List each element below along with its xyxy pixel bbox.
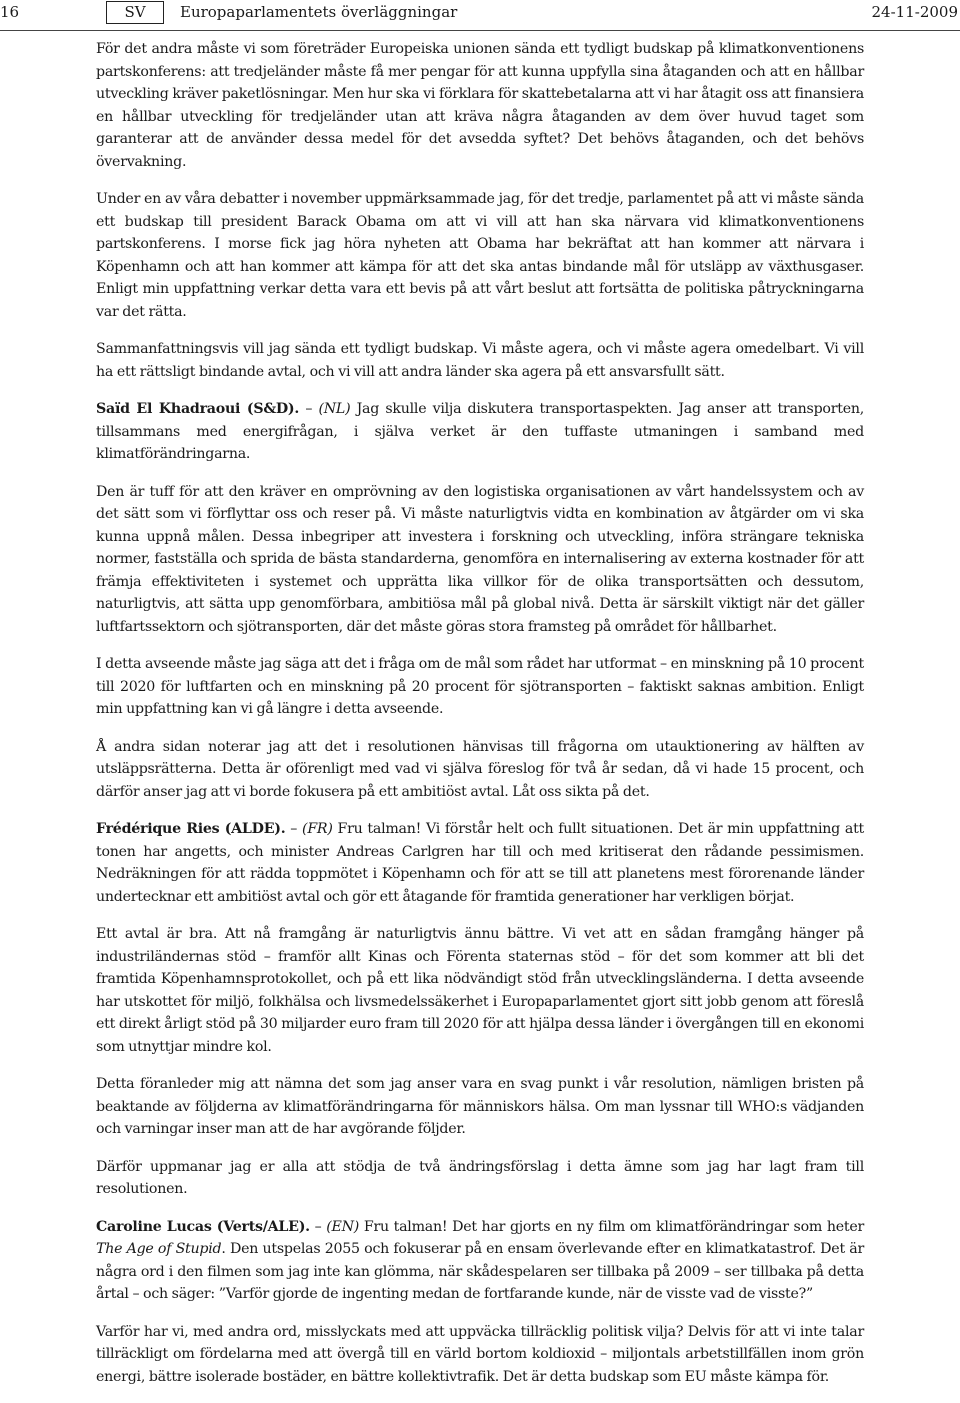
paragraph-text: Detta föranleder mig att nämna det som jag anser vara en svag punkt i vår resolution, nämligen bristen på beaktande av följderna av klimatförändringarna för människors hälsa. Om man lyssnar till WHO:s vädjanden och varningar inser man att de har avgörande följder. — [96, 1076, 864, 1137]
paragraph-text: I detta avseende måste jag säga att det i fråga om de mål som rådet har utformat – en minskning på 10 procent till 2020 för luftfarten och en minskning på 20 procent för sjötransporten – faktiskt saknas ambition. Enligt min uppfattning kan vi gå längre i detta avseende. — [96, 656, 864, 717]
language-tag: (FR) — [302, 821, 333, 837]
paragraph-text: Varför har vi, med andra ord, misslyckats med att uppväcka tillräcklig politisk vilja? Delvis för att vi inte talar tillräckligt om fördelarna med att övergå till en värld bortom koldioxid – miljontals arbetstillfällen inom grön energi, bättre isolerade bostäder, en bättre kollektivtrafik. Det är detta budskap som EU måste kämpa för. — [96, 1323, 864, 1385]
paragraph — [96, 1156, 864, 1201]
paragraph — [96, 38, 864, 173]
paragraph-text: Jag skulle vilja diskutera transportaspekten. Jag anser att transporten, tillsammans med energifrågan, i själva verket är den tuffaste utmaningen i samband med klimatförändringarna. — [96, 401, 864, 462]
paragraph-text: Fru talman! Det har gjorts en ny film om klimatförändringar som heter — [359, 1218, 865, 1235]
paragraph-text: Å andra sidan noterar jag att det i resolutionen hänvisas till frågorna om utauktionering av hälften av utsläppsrätterna. Detta är oförenligt med vad vi själva föreslog för två år sedan, då vi hade 15 procent, och därför anser jag att vi borde fokusera på ett ambitiöst avtal. Låt oss sikta på det. — [96, 738, 864, 800]
speaker-paragraph — [96, 818, 864, 908]
paragraph — [96, 653, 864, 721]
speaker-dash: – — [299, 401, 319, 417]
speaker-name: Saïd El Khadraoui (S&D). — [96, 401, 300, 417]
paragraph-text-continued: . Den utspelas 2055 och fokuserar på en ensam överlevande efter en klimatkatastrof. Det är några ord i den filmen som jag inte kan glömma, när skådespelaren ser tillbaka på 2009 – ser tillbaka på detta årtal – och säger: ”Varför gjorde de ingenting medan de fortfarande kunde, när de visste vad de visste?” — [96, 1241, 865, 1302]
paragraph — [96, 188, 864, 323]
document-date: 24-11-2009 — [871, 3, 958, 21]
language-badge: SV — [106, 1, 164, 24]
film-title: The Age of Stupid — [96, 1241, 222, 1257]
paragraph — [96, 1073, 864, 1141]
page-header — [0, 0, 960, 26]
paragraph-text: Sammanfattningsvis vill jag sända ett tydligt budskap. Vi måste agera, och vi måste agera omedelbart. Vi vill ha ett rättsligt bindande avtal, och vi vill att andra länder ska agera på ett ansvarsfullt sätt. — [96, 341, 864, 380]
paragraph-text: Ett avtal är bra. Att nå framgång är naturligtvis ännu bättre. Vi vet att en sådan framgång hänger på industriländernas stöd – framför allt Kinas och Förenta staternas stöd – för det som kommer att bli det framtida Köpenhamnsprotokollet, och på ett lika nödvändigt stöd från utvecklingsländerna. I detta avseende har utskottet för miljö, folkhälsa och livsmedelssäkerhet i Europaparlamentet gjort sitt jobb genom att föreslå ett direkt årligt stöd på 30 miljarder euro fram till 2020 för att hjälpa dessa länder i övergången till en ekonomi som utnyttjar mindre kol. — [96, 926, 864, 1055]
debate-body — [96, 38, 864, 1403]
speaker-paragraph — [96, 398, 864, 466]
speaker-name: Caroline Lucas (Verts/ALE). — [96, 1218, 310, 1235]
paragraph — [96, 923, 864, 1058]
document-title: Europaparlamentets överläggningar — [180, 3, 458, 21]
paragraph — [96, 481, 864, 639]
paragraph-text: Fru talman! Vi förstår helt och fullt situationen. Det är min uppfattning att tonen har angetts, och minister Andreas Carlgren har till och med kritiserat den rådande pessimismen. Nedräkningen för att rädda toppmötet i Köpenhamn och för att se till att planetens mest förorenande länder undertecknar ett ambitiöst avtal och gör ett åtagande för framtida generationer har verkligen börjat. — [96, 821, 864, 905]
speaker-dash: – — [309, 1218, 327, 1235]
speaker-paragraph — [96, 1216, 864, 1306]
language-tag: (NL) — [318, 401, 351, 417]
speaker-name: Frédérique Ries (ALDE). — [96, 821, 286, 837]
language-tag: (EN) — [326, 1218, 360, 1235]
header-divider — [0, 30, 960, 31]
paragraph — [96, 338, 864, 383]
page-number: 16 — [0, 3, 20, 21]
paragraph — [96, 736, 864, 804]
paragraph — [96, 1321, 864, 1389]
speaker-dash: – — [285, 821, 303, 837]
paragraph-text: Den är tuff för att den kräver en omprövning av den logistiska organisationen av vårt handelssystem och av det sätt som vi förflyttar oss och reser på. Vi måste naturligtvis vidta en kombination av åtgärder om vi ska kunna uppnå målen. Dessa inbegriper att investera i forskning och utveckling, införa strängare tekniska normer, fastställa och sprida de bästa standarderna, genomföra en internalisering av externa kostnader för att främja effektiviteten i systemet och upprätta lika villkor för de olika transportsätten och dessutom, naturligtvis, att sätta upp genomförbara, ambitiösa mål på global nivå. Detta är särskilt viktigt när det gäller luftfartssektorn och sjötransporten, där det måste göras stora framsteg på området för hållbarhet. — [96, 483, 864, 635]
paragraph-text: För det andra måste vi som företräder Europeiska unionen sända ett tydligt budskap på klimatkonventionens partskonferens: att tredjeländer måste få mer pengar för att kunna uppfylla sina åtaganden och att en hållbar utveckling kräver paketlösningar. Men hur ska vi förklara för skattebetalarna att vi har åtagit oss att finansiera en hållbar utveckling för tredjeländer utan att kräva några åtaganden av dem över huvud taget som garanterar att de använder dessa medel för det avsedda syftet? Det behövs åtaganden, och det behövs övervakning. — [96, 41, 864, 170]
paragraph-text: Under en av våra debatter i november uppmärksammade jag, för det tredje, parlamentet på att vi måste sända ett budskap till president Barack Obama om att vi vill att han ska närvara vid klimatkonventionens partskonferens. I morse fick jag höra nyheten att Obama har bekräftat att han kommer att närvara i Köpenhamn och att han kommer att kämpa för att det ska antas bindande mål för utsläpp av växthusgaser. Enligt min uppfattning verkar detta vara ett bevis på att vårt beslut att fortsätta de politiska påtryckningarna var det rätta. — [96, 191, 864, 320]
paragraph-text: Därför uppmanar jag er alla att stödja de två ändringsförslag i detta ämne som jag har lagt fram till resolutionen. — [96, 1158, 864, 1197]
